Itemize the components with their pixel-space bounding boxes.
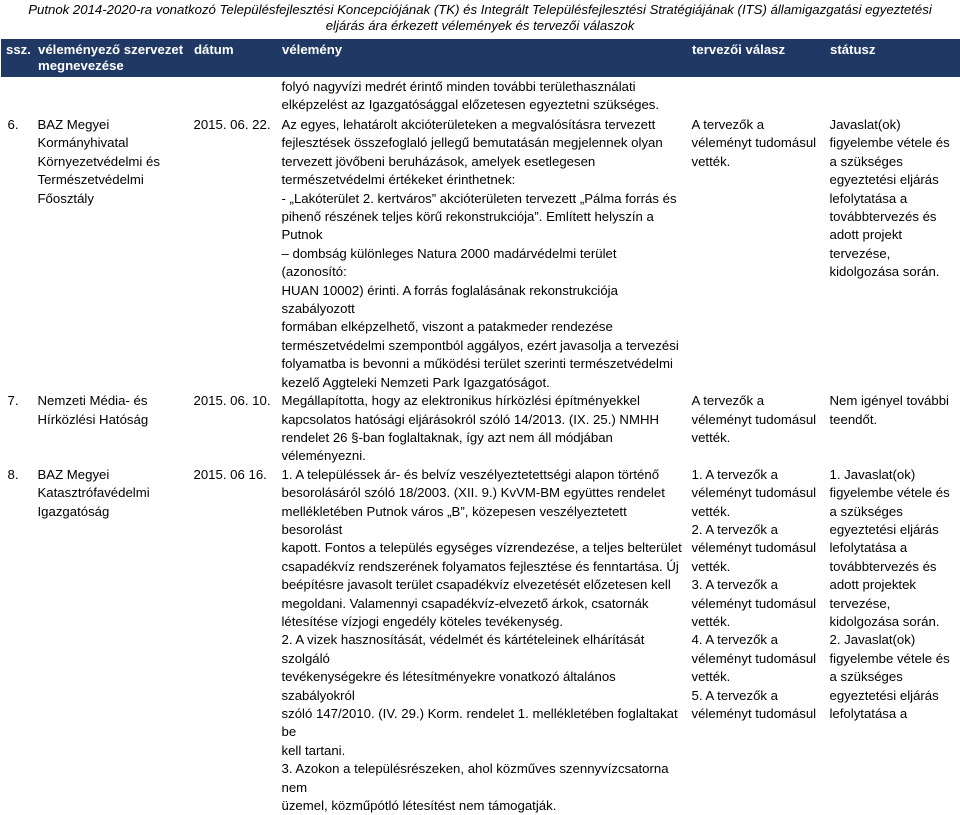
cell-line: Főosztály xyxy=(37,190,94,206)
cell-line: a szükséges xyxy=(829,503,903,519)
opinions-table xyxy=(1,39,960,815)
cell-line: véleményt tudomásul xyxy=(691,650,817,666)
cell-line: kell tartani. xyxy=(281,742,346,758)
cell-line: 1. A településsek ár- és belvíz veszélyeztetettségi alapon történő xyxy=(281,466,660,482)
cell-line: Környezetvédelmi és xyxy=(37,153,160,169)
cell-line: Igazgatóság xyxy=(37,503,110,519)
row-8-opinion xyxy=(278,466,688,815)
cell-line: figyelembe vétele és xyxy=(829,650,950,666)
cell-line: természetvédelmi értékeket érinthetnek: xyxy=(281,172,516,188)
cell-line: 1. A tervezők a xyxy=(691,466,779,482)
cell-line: teendőt. xyxy=(829,411,878,427)
cell-line: formában elképzelhető, viszont a patakmeder rendezése xyxy=(281,319,613,335)
continuation-text: folyó nagyvízi medrét érintő minden további területhasználati elképzelést az Igazgatósággal előzetesen egyeztetni szükséges. xyxy=(281,79,660,113)
cell-line: 2. A tervezők a xyxy=(691,521,779,537)
header-line-2: eljárás ára érkezett vélemények és tervezői válaszok xyxy=(325,18,635,33)
table-row xyxy=(2,392,960,466)
row-8-status xyxy=(826,466,960,815)
cell-line: Nem igényel további xyxy=(829,393,949,409)
cell-line: egyeztetési eljárás xyxy=(829,687,939,703)
cell-line: véleményt tudomásul xyxy=(691,595,817,611)
row-8-ssz: 8. xyxy=(7,466,19,482)
table-row xyxy=(2,466,960,815)
cell-line: tervezett jövőbeni beruházások, amelyek esetlegesen xyxy=(281,153,596,169)
row-7-status xyxy=(826,392,960,466)
cell-line: 3. Azokon a településrészeken, ahol közműves szennyvízcsatorna nem xyxy=(281,761,669,795)
cell-line: 1. Javaslat(ok) xyxy=(829,466,916,482)
cell-line: rendelet 26 §-ban foglaltaknak, így azt nem áll módjában véleményezni. xyxy=(281,429,613,464)
cell-line: csapadékvíz rendszerének folyamatos fejlesztése és fenntartása. Új xyxy=(281,558,679,574)
cell-line: mellékletében Putnok város „B”, közepesen veszélyeztetett besorolást xyxy=(281,503,627,537)
cell-line: továbbtervezés és xyxy=(829,558,937,574)
cell-line: kidolgozása során. xyxy=(829,613,940,629)
cell-line: pihenő részének teljes körű rekonstrukciója”. Említett helyszín a Putnok xyxy=(281,209,654,243)
cell-line: - „Lakóterület 2. kertváros” akcióterületen tervezett „Pálma forrás és xyxy=(281,190,677,206)
cell-line: a szükséges xyxy=(829,669,903,685)
row-6-opinion xyxy=(278,116,688,392)
cell-line: vették. xyxy=(691,613,731,629)
header-line-1: Putnok 2014-2020-ra vonatkozó Településfejlesztési Koncepciójának (TK) és Integrált Településfejlesztési Stratégiájának (ITS) államigazgatási egyeztetési xyxy=(28,2,932,17)
cell-line: kidolgozása során. xyxy=(829,264,940,280)
col-header-opinion: vélemény xyxy=(278,40,688,77)
cell-line: Javaslat(ok) xyxy=(829,117,901,132)
cell-line: lefolytatása a xyxy=(829,706,908,721)
cell-line: tervezése, xyxy=(829,245,891,261)
cell-line: HUAN 10002) érinti. A forrás foglalásának rekonstrukciója szabályozott xyxy=(281,282,618,317)
cell-line: beépítésre javasolt terület csapadékvíz elvezetését előzetesen kell xyxy=(281,577,671,593)
cell-line: vették. xyxy=(691,153,731,169)
cell-line: véleményt tudomásul xyxy=(691,135,817,151)
cell-line: véleményt tudomásul xyxy=(691,540,817,556)
cell-line: véleményt tudomásul xyxy=(691,706,817,721)
cell-line: létesítése vízjogi engedély köteles tevékenység. xyxy=(281,613,564,629)
cell-line: besorolásáról szóló 18/2003. (XII. 9.) KvVM-BM együttes rendelet xyxy=(281,485,665,501)
row-6-date: 2015. 06. 22. xyxy=(193,117,271,132)
row-7-answer xyxy=(688,392,826,466)
row-7-date: 2015. 06. 10. xyxy=(193,393,271,409)
cell-line: folyamatba is bevonni a működési terület szerinti természetvédelmi xyxy=(281,356,673,372)
cell-line: 3. A tervezők a xyxy=(691,577,779,593)
cell-line: Megállapította, hogy az elektronikus hírközlési építményekkel xyxy=(281,393,640,409)
cell-line: adott projektek xyxy=(829,577,917,593)
row-8-date: 2015. 06 16. xyxy=(193,466,267,482)
cell-line: véleményt tudomásul xyxy=(691,485,817,501)
row-6-answer xyxy=(688,116,826,392)
cell-line: szóló 147/2010. (IV. 29.) Korm. rendelet 1. mellékletében foglaltakat be xyxy=(281,706,678,740)
cell-line: vették. xyxy=(691,669,731,685)
cell-line: BAZ Megyei xyxy=(37,466,110,482)
cell-line: figyelembe vétele és xyxy=(829,135,950,151)
cell-line: kapcsolatos hatósági eljárásokról szóló 14/2013. (IX. 25.) NMHH xyxy=(281,411,659,427)
table-row-continuation xyxy=(2,77,960,117)
cell-line: a szükséges xyxy=(829,153,903,169)
col-header-organization: véleményező szervezet megnevezése xyxy=(34,40,190,77)
cell-line: 2. Javaslat(ok) xyxy=(829,632,916,648)
cell-line: fejlesztések összefoglaló jellegű bemutatásán megjelennek olyan xyxy=(281,135,663,151)
row-6-organization xyxy=(34,116,190,392)
cell-line: kapott. Fontos a település egységes vízrendezése, a teljes belterület xyxy=(281,540,682,556)
cell-line: természetvédelmi szempontból aggályos, ezért javasolja a tervezési xyxy=(281,337,679,353)
col-header-status: státusz xyxy=(826,40,960,77)
cell-line: üzemel, közműpótló létesítést nem támogatják. xyxy=(281,798,557,814)
cell-line: Katasztrófavédelmi xyxy=(37,485,150,501)
cell-line: vették. xyxy=(691,558,731,574)
cell-line: véleményt tudomásul xyxy=(691,411,817,427)
cell-line: Természetvédelmi xyxy=(37,172,144,188)
col-header-ssz: ssz. xyxy=(2,40,34,77)
cell-line: figyelembe vétele és xyxy=(829,485,950,501)
page-header xyxy=(0,0,960,34)
cell-line: Kormányhivatal xyxy=(37,135,129,151)
row-8-answer xyxy=(688,466,826,815)
cell-line: tervezése, xyxy=(829,595,891,611)
cell-line: továbbtervezés és xyxy=(829,209,937,225)
row-6-status xyxy=(826,116,960,392)
cell-line: tevékenységekre és létesítményekre vonatkozó általános szabályokról xyxy=(281,669,616,703)
cell-line: vették. xyxy=(691,503,731,519)
cell-line: A tervezők a xyxy=(691,393,765,409)
cell-line: megoldani. Valamennyi csapadékvíz-elvezető árkok, csatornák xyxy=(281,595,649,611)
cell-line: adott projekt xyxy=(829,227,903,243)
row-6-ssz: 6. xyxy=(7,117,19,132)
row-7-organization xyxy=(34,392,190,466)
cell-line: – dombság különleges Natura 2000 madárvédelmi terület (azonosító: xyxy=(281,245,617,280)
cell-line: lefolytatása a xyxy=(829,190,908,206)
cell-line: vették. xyxy=(691,429,731,445)
cell-line: A tervezők a xyxy=(691,117,765,132)
col-header-answer: tervezői válasz xyxy=(688,40,826,77)
cell-line: egyeztetési eljárás xyxy=(829,172,939,188)
cell-line: BAZ Megyei xyxy=(37,117,110,132)
col-header-date: dátum xyxy=(190,40,278,77)
row-8-organization xyxy=(34,466,190,815)
cell-line: 5. A tervezők a xyxy=(691,687,779,703)
cell-line: 2. A vizek hasznosítását, védelmét és kártételeinek elhárítását szolgáló xyxy=(281,632,645,666)
cell-line: Hírközlési Hatóság xyxy=(37,411,149,427)
cell-line: Az egyes, lehatárolt akcióterületeken a megvalósításra tervezett xyxy=(281,117,656,132)
cell-line: lefolytatása a xyxy=(829,540,908,556)
cell-line: Nemzeti Média- és xyxy=(37,393,148,409)
row-7-ssz: 7. xyxy=(7,393,19,409)
cell-line: kezelő Aggteleki Nemzeti Park Igazgatóságot. xyxy=(281,374,550,390)
cell-line: 4. A tervezők a xyxy=(691,632,779,648)
row-7-opinion xyxy=(278,392,688,466)
cell-line: egyeztetési eljárás xyxy=(829,521,939,537)
table-header-row xyxy=(2,40,960,77)
table-row xyxy=(2,116,960,392)
